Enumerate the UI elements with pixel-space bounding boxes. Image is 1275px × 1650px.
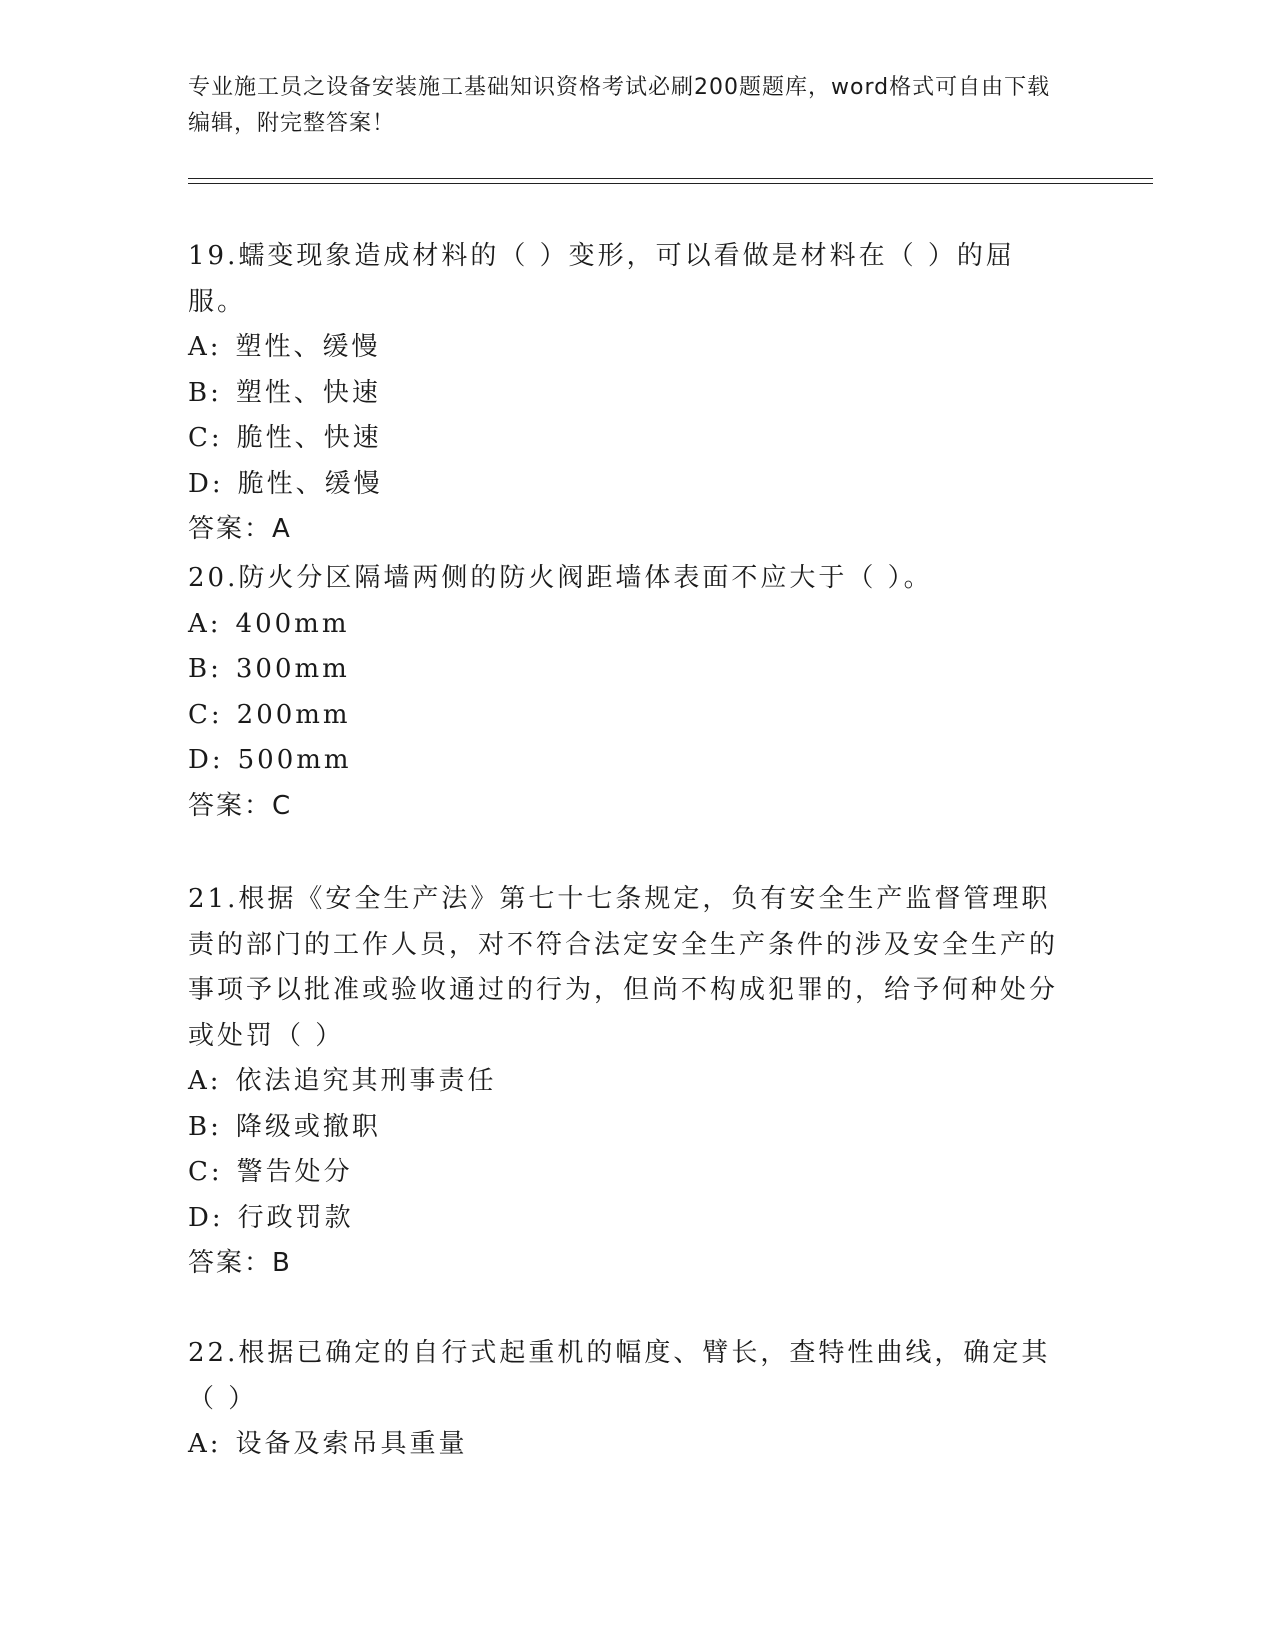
question-19: [188, 234, 1068, 553]
option-label: C:: [188, 423, 223, 453]
option-b: [188, 371, 1068, 417]
option-text: 降级或撤职: [235, 1111, 381, 1142]
header-divider-bottom: [188, 183, 1153, 184]
answer-value: C: [272, 790, 293, 821]
option-d: [188, 462, 1068, 508]
question-stem: 21.根据《安全生产法》第七十七条规定，负有安全生产监督管理职责的部门的工作人员，对不符合法定安全生产条件的涉及安全生产的事项予以批准或验收通过的行为，但尚不构成犯罪的，给予何种处分或处罚（ ）: [188, 884, 1059, 1051]
question-20: [188, 556, 1068, 829]
option-label: A:: [188, 332, 222, 362]
option-a: [188, 1059, 1068, 1105]
option-text: 塑性、缓慢: [235, 332, 381, 362]
document-header: 专业施工员之设备安装施工基础知识资格考试必刷200题题库，word格式可自由下载编辑，附完整答案！: [188, 75, 1051, 136]
option-b: [188, 647, 1068, 693]
option-text: 300mm: [235, 654, 350, 684]
option-text: 塑性、快速: [235, 377, 381, 408]
option-label: A:: [188, 1429, 222, 1459]
answer-value: B: [272, 1248, 292, 1278]
question-stem: 22.根据已确定的自行式起重机的幅度、臂长，查特性曲线，确定其（ ）: [188, 1338, 1051, 1414]
option-text: 500mm: [237, 745, 352, 775]
option-text: 依法追究其刑事责任: [235, 1066, 497, 1096]
option-b: [188, 1105, 1068, 1151]
option-c: [188, 416, 1068, 462]
option-text: 脆性、缓慢: [237, 468, 383, 499]
answer-label: 答案：: [188, 514, 273, 544]
option-text: 设备及索吊具重量: [235, 1429, 468, 1459]
option-label: B:: [188, 1111, 222, 1142]
answer-line: [188, 1241, 1068, 1287]
option-a: [188, 602, 1068, 648]
answer-value: A: [272, 514, 292, 544]
option-label: A:: [188, 1066, 222, 1096]
option-text: 警告处分: [236, 1157, 353, 1187]
option-label: B:: [188, 654, 222, 684]
option-label: D:: [188, 1202, 224, 1233]
option-label: C:: [188, 699, 223, 730]
option-label: C:: [188, 1157, 223, 1187]
question-22: [188, 1331, 1068, 1468]
option-label: B:: [188, 377, 222, 408]
option-text: 400mm: [235, 608, 350, 639]
header-divider-top: [188, 178, 1153, 179]
option-text: 行政罚款: [237, 1202, 354, 1233]
answer-label: 答案：: [188, 1248, 273, 1278]
answer-label: 答案：: [188, 790, 273, 821]
option-c: [188, 1150, 1068, 1196]
option-text: 200mm: [236, 699, 351, 730]
question-21: [188, 877, 1068, 1287]
option-label: A:: [188, 608, 222, 639]
option-c: [188, 693, 1068, 739]
option-text: 脆性、快速: [236, 423, 382, 453]
question-stem: 20.防火分区隔墙两侧的防火阀距墙体表面不应大于（ ）。: [188, 563, 933, 593]
question-stem: 19.蠕变现象造成材料的（ ）变形，可以看做是材料在（ ）的屈服。: [188, 241, 1015, 317]
option-a: [188, 325, 1068, 371]
option-label: D:: [188, 468, 224, 499]
answer-line: [188, 784, 1068, 830]
option-a: [188, 1422, 1068, 1468]
option-d: [188, 738, 1068, 784]
answer-line: [188, 507, 1068, 553]
option-label: D:: [188, 745, 224, 775]
option-d: [188, 1196, 1068, 1242]
